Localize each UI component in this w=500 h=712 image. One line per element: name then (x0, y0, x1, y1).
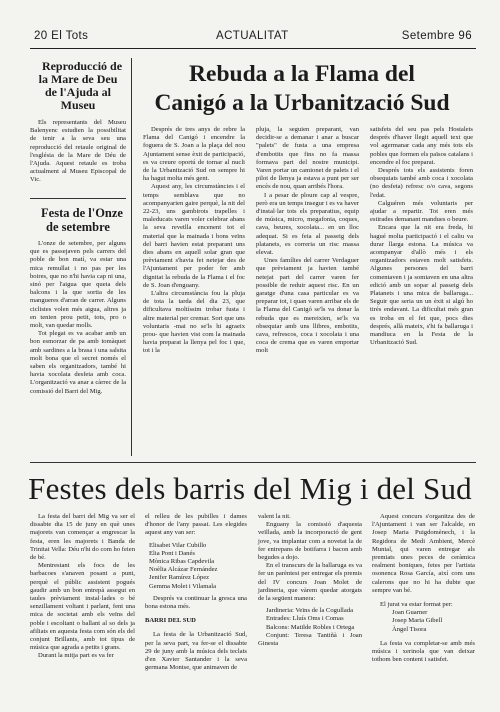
issue-date: Setembre 96 (401, 30, 472, 42)
sidebar-museum (30, 60, 126, 185)
list-item: Entrades: Lluís Oms i Comas (266, 615, 344, 623)
article1-column-1 (143, 126, 245, 356)
article1-column-2 (256, 126, 359, 356)
article2-headline: Festes dels barris del Mig i del Sud (28, 471, 472, 506)
header-rule (30, 48, 476, 49)
article2-column-4 (372, 513, 475, 664)
article1-paragraph: L'altra circumstància fou la pluja de tota la tarda del dia 23, que dificultava moltíssim trobar fusta i altre material per cremar. Sort que uns voluntaris -mai no se'ls hi agraeix prou- que havien vist com la mainada havia preparat la llenya pel foc i que, tot i la (143, 290, 245, 355)
article1-paragraph: Aquest any, les circumstàncies i el temps semblava que no acompanyarien gaire perquè, la nit del 22-23, uns gambirots trapelles i maleducats varen voler celebrar abans la seva revetlla encenent tot el material que la mainada i bons veïns del barri havien estat preparant uns dies abans en aquell solar gran que prèviament s'havia fet netejar des de l'Ajuntament per poder fer amb dignitat la rebuda de la Flama i el foc de S. Joan d'enguany. (143, 183, 245, 289)
list-item: Elia Pont i Danés (149, 549, 195, 557)
list-item: Àngel Tisora (392, 625, 427, 633)
article2-column-1 (30, 513, 135, 661)
sidebar-onze-p2: Tot plegat es va acabar amb un bon esmorzar de pa amb tomàquet amb sardines a la brasa i una salsita molt bona que el secret només el saben els organitzadors, també hi havia xocolata desfeta amb coca. L'organització va anar a càrrec de la comissió del Barri del Mig. (30, 330, 126, 395)
list-item: Noèlia Alcázar Fernández (149, 566, 218, 574)
list-item: Jenifer Ramírez López (149, 574, 210, 582)
list-item: Joan Guarner (392, 609, 428, 617)
page-header (34, 30, 472, 46)
article1-paragraph: Unes famílies del carrer Verdaguer que prèviament ja havien també netejat part del carrer varen fer possible de reduir aquest risc. En un garatge d'una casa particular es va preparar tot, i quan varen arribar els de la Flama del Canigó se'ls va donar la rebuda que es mereixien, se'ls va obsequiar amb uns llibres, embotits, cava, refrescos, coca i xocolata i una coca de crema que es varen emportar molt (256, 257, 359, 355)
article2-paragraph: En el transcurs de la ballaruga es va fer un parèntesi per entregar els premis del IV concurs Joan Molet de jardineria, que vàrem quedar atorgats de la següent manera: (258, 562, 362, 603)
article2-paragraph: Aquest concurs s'organitza des de l'Ajuntament i van ser l'alcalde, en Josep Maria Puigdomènech, i la Regidora de Medi Ambient, Mercè Muntal, qui varen entregar als premiats unes peces de ceràmica realment boniques, fetes per l'artista osonenca Rosa García, així com uns calerons que no hi ha dubte que sempre van bé. (372, 513, 475, 594)
article1-paragraph: satisfets del seu pas pels Hostalets després d'haver llegit aquell text que vol agermanar cada any més tots els pobles que formen els països catalans i encendre el foc preparat. (370, 126, 473, 166)
article2-paragraph: La festa del barri del Mig va ser el dissabte dia 15 de juny en què unes majorets van començar a engrescar la festa, eren les majorets i Banda de Trinitat Vella: Déu n'hi do com ho feien de bé. (30, 513, 135, 562)
sidebar-museum-text: Els representants del Museu Balenyenc estudien la possibilitat de tenir a la seva seu una reproducció del retaule original de l'església de la Mare de Déu de l'Ajuda. Aquest retaule es troba actualment al Museu Episcopal de Vic. (30, 119, 126, 184)
section-divider (30, 462, 476, 463)
article1-column-3 (370, 126, 473, 347)
article2-paragraph: Durant la mitja part es va fer (38, 652, 114, 660)
article1-paragraph: Encara que la nit era freda, hi hagué molta participació i el caliu va durar llarga estona. La música va acompanyar d'allò més i els organitzadors estaven molt satisfets. Algunes persones del barri comentaven i ja somiaven en una altra edició amb un sopar al passeig dels Platanets i una mica de ballaruga... Seguir que seria un un èxit si algú ho tirés endavant. La dificultat més gran es troba en el fet que, pocs dies després, allà mateix, s'hi fa ballaruga i mandiuca en la Festa de la Urbanització Sud. (370, 224, 473, 347)
sidebar-museum-title: Reproducció de la Mare de Deu de l'Ajuda al Museu (38, 59, 123, 112)
article1-paragraph: pluja, la seguien preparant, van decidir-se a demanar i anar a buscar "palets" de fusta a una empresa d'embotits que fins no fa massa formava part del nostre municipi. Varen portar un camionet de palets i el pilot de llenya ja estava a punt per ser encès de nou, quan arribés l'hora. (256, 126, 359, 191)
jury-list (372, 609, 475, 634)
article2-paragraph: valent la nit. (258, 513, 291, 520)
list-item: Jardineria: Veïns de la Cogullada (266, 607, 354, 615)
page-number-publication: 20 El Tots (34, 30, 89, 42)
article2-paragraph: Enguany la comissió d'aquesta veïllada, amb la incorporació de gent jove, va implantar com a novetat la de fer entrepans de botifarra i bacon amb begudes a dojo. (258, 521, 362, 562)
article1-paragraph: Després de tres anys de rebre la Flama del Canigó i encendre la foguera de S. Joan a la plaça del nou Ajuntament sense èxit de participació, es va creure oportú de tornar al nucli de la Urbanització Sud on sempre hi ha hagut molta més gent. (143, 126, 245, 183)
article1-paragraph: Després tots els assistents foren obsequiats també amb coca i xocolata (no desfeta) refresc o/o cava, segons l'edat. (370, 167, 473, 199)
article1-paragraph: Calguéren més voluntaris per ajudar a repartir. Tot eren més estirades demanant mandues o beure. (370, 199, 473, 224)
sidebar-divider (30, 198, 126, 199)
article2-paragraph: La festa va completar-se amb més música i xerinola que van deixar tothom ben content i satisfet. (372, 639, 475, 664)
article2-paragraph: Després va continuar la gresca una bona estona més. (145, 594, 247, 611)
article2-column-2 (145, 513, 247, 672)
list-item: Gemma Molet i Vilamala (149, 582, 217, 590)
sidebar-onze (30, 206, 126, 396)
article2-column-3 (258, 513, 362, 648)
article2-paragraph: el relleu de les pubilles i dames d'honor de l'any passat. Les elegides aquest any van ser: (145, 513, 247, 537)
section-name: ACTUALITAT (216, 30, 289, 42)
list-item: Balcons: Matilde Robles i Ortega (266, 623, 355, 631)
sidebar-onze-title: Festa de l'Onze de setembre (41, 206, 123, 234)
list-item: Elisabet Vilar Cubillo (149, 541, 207, 549)
article2-paragraph: Mentrestant els focs de les barbacoes s'anaven posant a punt, perquè el públic assistent pogués gaudir amb un bon entrepà assegut en taules prèviament instal·lades o bé senzillament voltant i parlant, fent una mica de societat amb els veïns del poble i escoltant o ballant al so dels ja afiliats en aquesta festa com són els del conjunt Brillants, amb tot tipus de música que agrada a petits i grans. (30, 562, 135, 652)
article1-headline: Rebuda a la Flama del Canigó a la Urbanització Sud (154, 61, 450, 116)
sidebar-column-rule (131, 58, 132, 456)
awards-list (258, 607, 362, 648)
list-item: Mònica Ribas Capdevila (149, 558, 215, 566)
article1-paragraph: I a pesar de ploure cap al vespre, però era un temps insegur i es va haver d'instal·lar tots els preparatius, equip de música, micro, megafonia, coques, cava, beures, xocolata... en un lloc adequat. Si es feia al passeig dels platanets, es correria un risc massa elevat. (256, 191, 359, 257)
article2-paragraph: El jurat va estar format per: (380, 601, 453, 609)
sidebar-onze-p1: L'onze de setembre, per alguns que es passejaven pels carrers del poble de bon matí, va estar una mica remullat i no pas per les boires, que no n'hi havia cap ni una, sinó per l'aigua que queia dels balcons i la que sortia de les mangueres d'arran de carrer. Alguns ciclistes volen més aigua, altres ja en tenien prou petit, tots, pro o molt, van quedar molls. (30, 240, 126, 330)
barri-del-sud-subhead: BARRI DEL SUD (145, 617, 196, 625)
list-item: Josep Maria Gibell (392, 617, 443, 625)
article2-paragraph: La festa de la Urbanització Sud, per la seva part, va fer-se el dissabte 29 de juny amb la música dels teclats d'en Xavier Santander i la seva germana Montse, que animaven de (145, 631, 247, 672)
pubilles-list (145, 542, 247, 591)
list-item: Conjunt: Teresa Tantiñà i Joan Ginesta (258, 631, 362, 648)
